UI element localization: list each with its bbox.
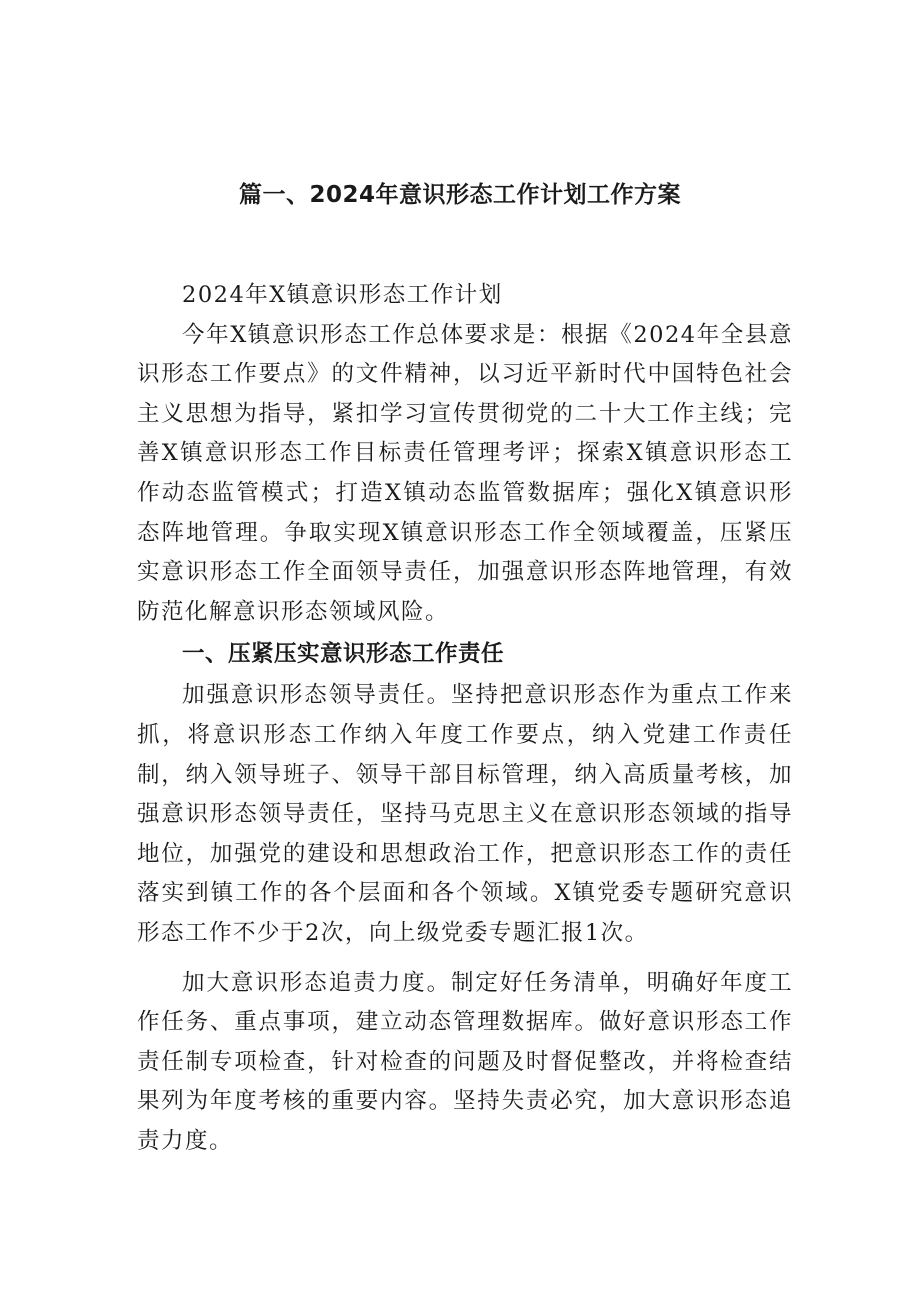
- body-paragraph: 加大意识形态追责力度。制定好任务清单，明确好年度工作任务、重点事项，建立动态管理数据库。做好意识形态工作责任制专项检查，针对检查的问题及时督促整改，并将检查结果列为年度考核的重要内容。坚持失责必究，加大意识形态追责力度。: [137, 969, 793, 1154]
- document-body: [137, 276, 793, 1161]
- section-heading: 一、压紧压实意识形态工作责任: [182, 641, 505, 668]
- plan-subtitle: 2024年X镇意识形态工作计划: [182, 282, 503, 308]
- body-paragraph: 加强意识形态领导责任。坚持把意识形态作为重点工作来抓，将意识形态工作纳入年度工作要点，纳入党建工作责任制，纳入领导班子、领导干部目标管理，纳入高质量考核，加强意识形态领导责任，坚持马克思主义在意识形态领域的指导地位，加强党的建设和思想政治工作，把意识形态工作的责任落实到镇工作的各个层面和各个领域。X镇党委专题研究意识形态工作不少于2次，向上级党委专题汇报1次。: [137, 682, 793, 946]
- intro-paragraph: 今年X镇意识形态工作总体要求是：根据《2024年全县意识形态工作要点》的文件精神，以习近平新时代中国特色社会主义思想为指导，紧扣学习宣传贯彻党的二十大工作主线；完善X镇意识形态工作目标责任管理考评；探索X镇意识形态工作动态监管模式；打造X镇动态监管数据库；强化X镇意识形态阵地管理。争取实现X镇意识形态工作全领域覆盖，压紧压实意识形态工作全面领导责任，加强意识形态阵地管理，有效防范化解意识形态领域风险。: [137, 321, 793, 625]
- document-title: 篇一、2024年意识形态工作计划工作方案: [238, 182, 681, 208]
